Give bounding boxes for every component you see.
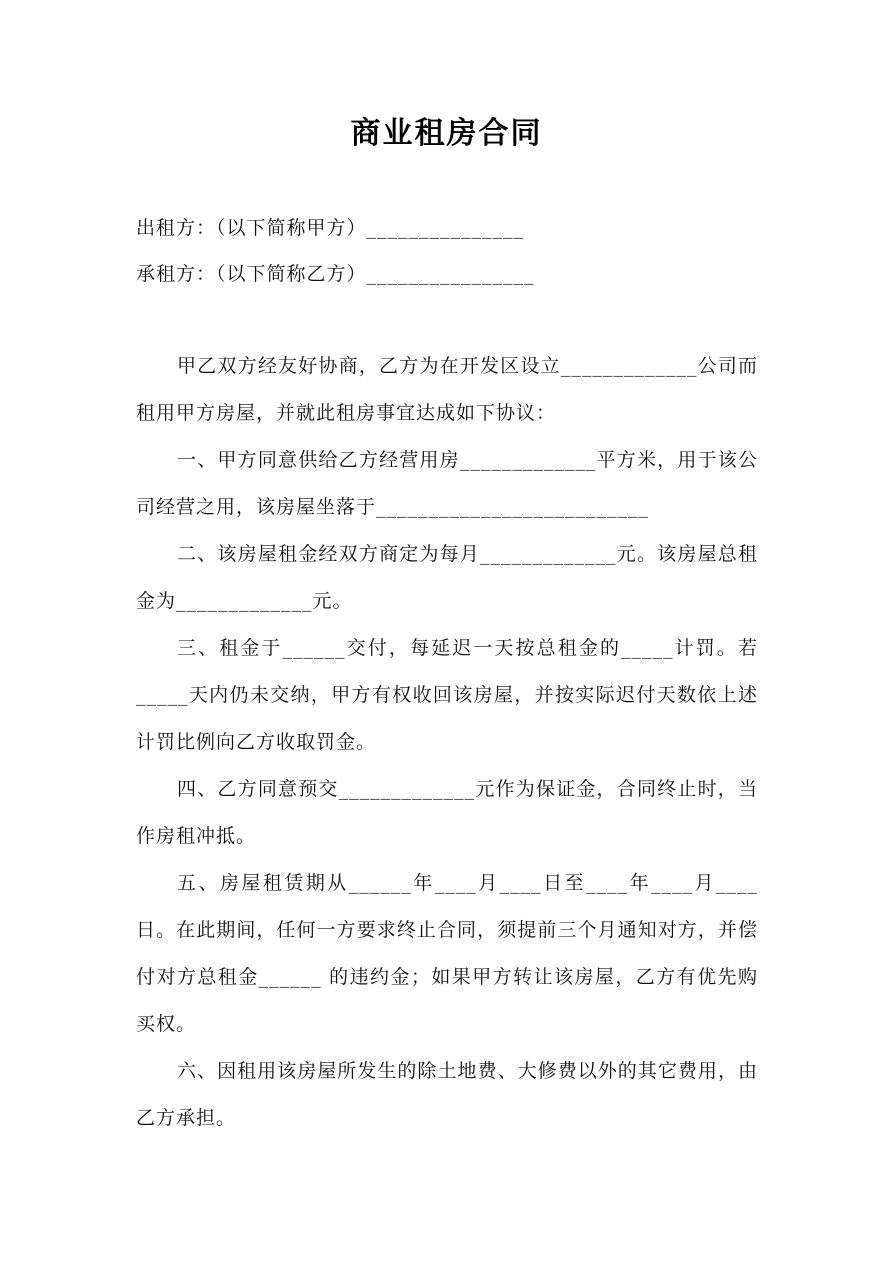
clause-4: 四、乙方同意预交_____________元作为保证金，合同终止时，当作房租冲抵。 [136,778,758,847]
intro-paragraph: 甲乙双方经友好协商，乙方为在开发区设立_____________公司而租用甲方房屋，并就此租房事宜达成如下协议： [136,355,758,424]
clause-3: 三、租金于______交付，每延迟一天按总租金的_____计罚。若_____天内仍未交纳，甲方有权收回该房屋，并按实际迟付天数依上述计罚比例向乙方收取罚金。 [136,637,758,753]
lessor-line: 出租方：（以下简称甲方）_______________ [136,217,525,239]
clause-6: 六、因租用该房屋所发生的除土地费、大修费以外的其它费用，由乙方承担。 [136,1060,758,1129]
clause-1: 一、甲方同意供给乙方经营用房_____________平方米，用于该公司经营之用，该房屋坐落于__________________________ [136,449,758,518]
clause-2: 二、该房屋租金经双方商定为每月_____________元。该房屋总租金为_____________元。 [136,543,758,612]
lessee-line: 承租方：（以下简称乙方）________________ [136,263,535,285]
clause-5: 五、房屋租赁期从______年____月____日至____年____月____日。在此期间，任何一方要求终止合同，须提前三个月通知对方，并偿付对方总租金______ 的违约金；如果甲方转让该房屋，乙方有优先购买权。 [136,872,758,1035]
contract-title: 商业租房合同 [350,116,543,151]
